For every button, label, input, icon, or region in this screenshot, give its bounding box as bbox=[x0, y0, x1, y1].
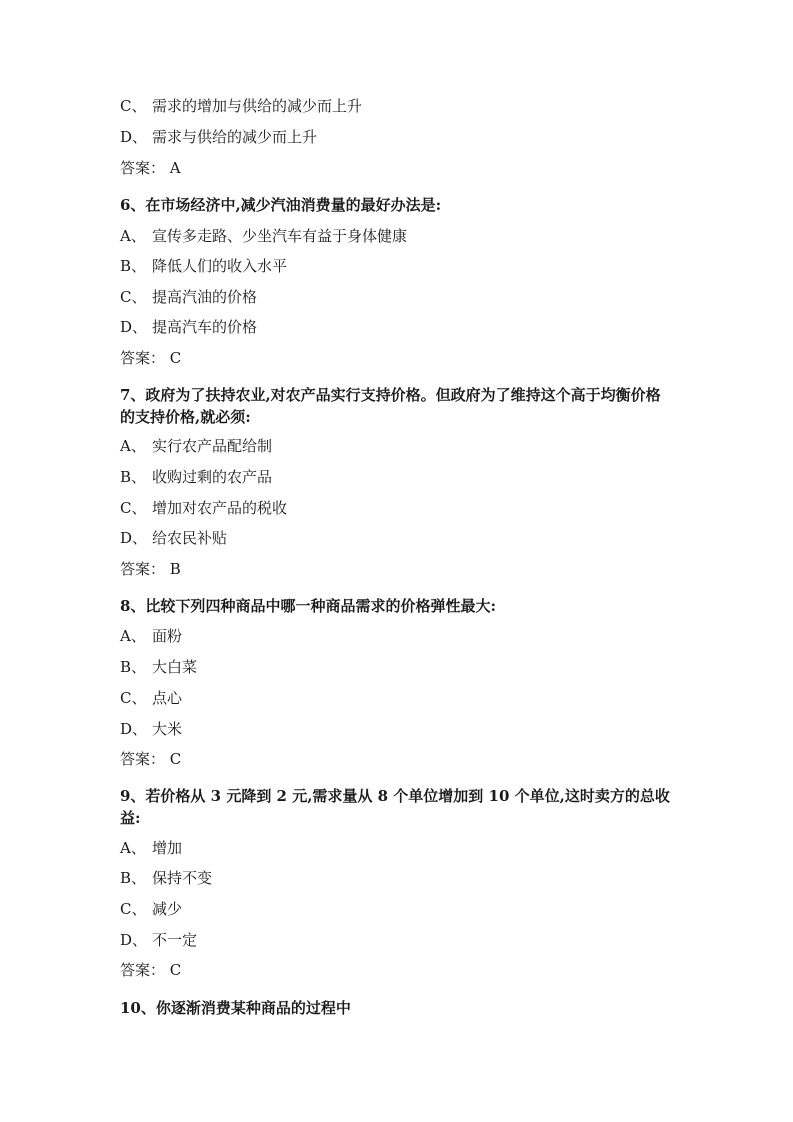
option-letter: D、 bbox=[120, 529, 148, 547]
option-text: 收购过剩的农产品 bbox=[152, 468, 273, 486]
option-letter: C、 bbox=[120, 689, 147, 707]
option-letter: A、 bbox=[120, 227, 146, 245]
option-text: 面粉 bbox=[152, 627, 183, 645]
option-d bbox=[120, 719, 680, 739]
option-letter: C、 bbox=[120, 499, 147, 517]
option-letter: B、 bbox=[120, 257, 147, 275]
question-title: 8、比较下列四种商品中哪一种商品需求的价格弹性最大: bbox=[120, 597, 496, 615]
option-letter: D、 bbox=[120, 318, 148, 336]
option-d bbox=[120, 317, 680, 337]
option-letter: B、 bbox=[120, 658, 147, 676]
option-letter: A、 bbox=[120, 437, 146, 455]
option-letter: B、 bbox=[120, 468, 147, 486]
option-d bbox=[120, 127, 680, 147]
option-text: 增加 bbox=[152, 839, 183, 857]
answer-line: 答案： A bbox=[120, 159, 181, 177]
option-text: 点心 bbox=[152, 689, 183, 707]
option-letter: D、 bbox=[120, 128, 148, 146]
option-b bbox=[120, 868, 680, 888]
option-letter: C、 bbox=[120, 288, 147, 306]
option-letter: C、 bbox=[120, 900, 147, 918]
option-text: 宣传多走路、少坐汽车有益于身体健康 bbox=[152, 227, 408, 245]
question-title: 7、政府为了扶持农业,对农产品实行支持价格。但政府为了维持这个高于均衡价格的支持价格,就必须: bbox=[120, 386, 661, 426]
option-text: 增加对农产品的税收 bbox=[152, 499, 288, 517]
question-title: 10、你逐渐消费某种商品的过程中 bbox=[120, 999, 351, 1017]
option-text: 不一定 bbox=[152, 931, 198, 949]
option-text: 给农民补贴 bbox=[152, 529, 228, 547]
option-text: 减少 bbox=[152, 900, 183, 918]
answer-line: 答案： C bbox=[120, 349, 182, 367]
option-text: 降低人们的收入水平 bbox=[152, 257, 288, 275]
question-title: 9、若价格从 3 元降到 2 元,需求量从 8 个单位增加到 10 个单位,这时卖方的总收益: bbox=[120, 787, 670, 827]
option-letter: D、 bbox=[120, 931, 148, 949]
option-c bbox=[120, 96, 680, 116]
option-a bbox=[120, 226, 680, 246]
option-letter: A、 bbox=[120, 839, 146, 857]
answer-line: 答案： B bbox=[120, 560, 181, 578]
option-b bbox=[120, 467, 680, 487]
option-c bbox=[120, 287, 680, 307]
option-a bbox=[120, 436, 680, 456]
option-a bbox=[120, 838, 680, 858]
option-text: 提高汽油的价格 bbox=[152, 288, 258, 306]
option-text: 实行农产品配给制 bbox=[152, 437, 273, 455]
option-text: 保持不变 bbox=[152, 869, 213, 887]
answer-line: 答案： C bbox=[120, 750, 182, 768]
option-text: 提高汽车的价格 bbox=[152, 318, 258, 336]
option-text: 需求与供给的减少而上升 bbox=[152, 128, 318, 146]
option-b bbox=[120, 256, 680, 276]
option-letter: A、 bbox=[120, 627, 146, 645]
option-letter: B、 bbox=[120, 869, 147, 887]
option-d bbox=[120, 528, 680, 548]
option-b bbox=[120, 657, 680, 677]
option-letter: D、 bbox=[120, 720, 148, 738]
option-letter: C、 bbox=[120, 97, 147, 115]
option-c bbox=[120, 899, 680, 919]
option-c bbox=[120, 498, 680, 518]
option-text: 大白菜 bbox=[152, 658, 198, 676]
option-a bbox=[120, 626, 680, 646]
option-d bbox=[120, 930, 680, 950]
option-c bbox=[120, 688, 680, 708]
option-text: 大米 bbox=[152, 720, 183, 738]
question-title: 6、在市场经济中,减少汽油消费量的最好办法是: bbox=[120, 196, 442, 214]
option-text: 需求的增加与供给的减少而上升 bbox=[152, 97, 363, 115]
answer-line: 答案： C bbox=[120, 961, 182, 979]
